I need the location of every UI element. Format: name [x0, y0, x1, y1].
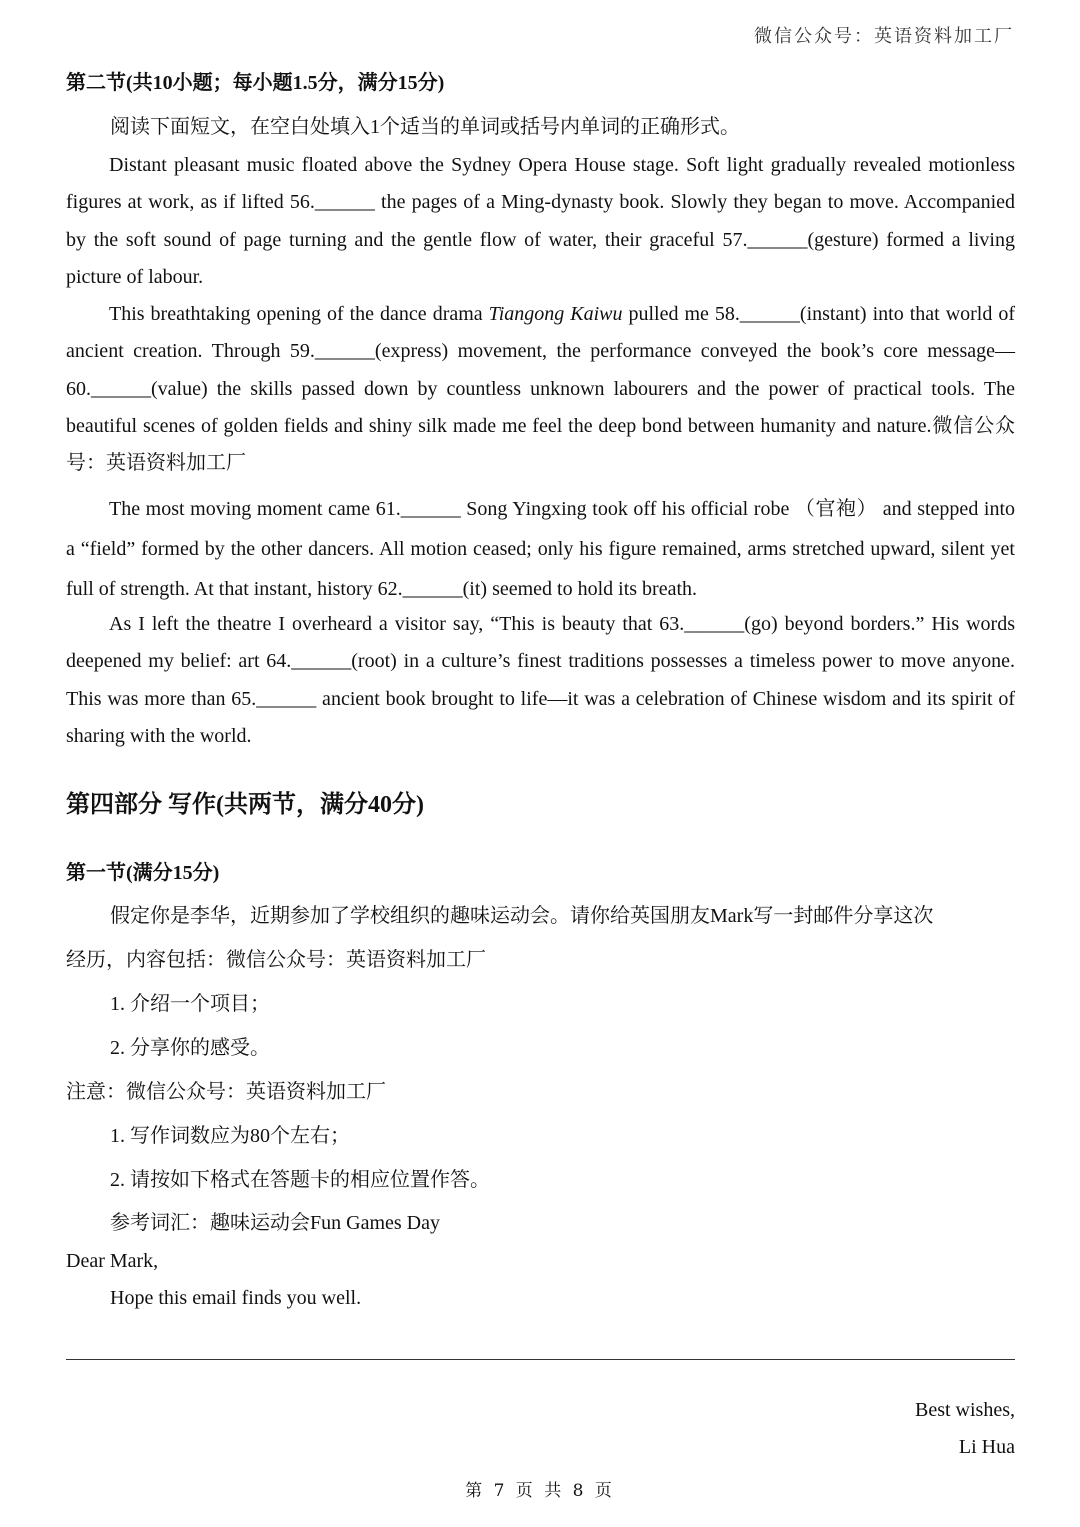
- section2-instruction: 阅读下面短文，在空白处填入1个适当的单词或括号内单词的正确形式。: [110, 116, 740, 138]
- writing-section1-title: 第一节(满分15分): [66, 862, 220, 884]
- letter-salutation: Dear Mark,: [66, 1250, 159, 1272]
- passage-paragraph-1: [66, 147, 1015, 296]
- note-item-1: 1. 写作词数应为80个左右；: [110, 1125, 350, 1147]
- drama-title: Tiangong Kaiwu: [488, 303, 623, 325]
- task-description-line1: 假定你是李华，近期参加了学校组织的趣味运动会。请你给英国朋友Mark写一封邮件分享这次: [110, 905, 934, 927]
- page-number: 第 7 页 共 8 页: [465, 1481, 615, 1501]
- paragraph-1-text: Distant pleasant music floated above the Sydney Opera House stage. Soft light gradually revealed motionless figures at work, as if lifted 56.______ the pages of a Ming-dynasty book. Slowly they began to move. Accompanied by the soft sound of page turning and the gentle flow of water, their graceful 57.______(gesture) formed a living picture of labour.: [66, 154, 1015, 288]
- content-item-2: 2. 分享你的感受。: [110, 1037, 270, 1059]
- paragraph-2-text-a: This breathtaking opening of the dance drama: [109, 303, 489, 325]
- header-watermark: 微信公众号：英语资料加工厂: [754, 26, 1014, 47]
- paragraph-3-text: The most moving moment came 61.______ Song Yingxing took off his official robe （官袍） and stepped into a “field” formed by the other dancers. All motion ceased; only his figure remained, arms stretched upward, silent yet full of strength. At that instant, history 62.______(it) seemed to hold its breath.: [66, 498, 1015, 600]
- letter-opening: Hope this email finds you well.: [110, 1287, 362, 1309]
- letter-closing: Best wishes,: [915, 1399, 1015, 1421]
- passage-paragraph-3: [66, 489, 1015, 609]
- paragraph-2-text-b: pulled me 58.______(instant) into that world of ancient creation. Through 59.______(express) movement, the performance conveyed the book’s core message—60.______(value) the skills passed down by countless unknown labourers and the power of practical tools. The beautiful scenes of golden fields and shiny silk made me feel the deep bond between humanity and nature.微信公众号：英语资料加工厂: [66, 303, 1016, 475]
- note-item-2: 2. 请按如下格式在答题卡的相应位置作答。: [110, 1169, 490, 1191]
- passage-paragraph-2: [66, 296, 1015, 482]
- reference-vocabulary: 参考词汇：趣味运动会Fun Games Day: [110, 1212, 440, 1234]
- writing-line-divider: [66, 1359, 1015, 1360]
- part4-title: 第四部分 写作(共两节，满分40分): [66, 792, 424, 818]
- paragraph-4-text: As I left the theatre I overheard a visitor say, “This is beauty that 63.______(go) beyond borders.” His words deepened my belief: art 64.______(root) in a culture’s finest traditions possesses a timeless power to move anyone. This was more than 65.______ ancient book brought to life—it was a celebration of Chinese wisdom and its spirit of sharing with the world.: [66, 613, 1015, 747]
- passage-paragraph-4: [66, 606, 1015, 755]
- letter-signature: Li Hua: [958, 1436, 1015, 1458]
- note-title: 注意：微信公众号：英语资料加工厂: [66, 1081, 386, 1103]
- content-item-1: 1. 介绍一个项目；: [110, 993, 270, 1015]
- section2-title: 第二节(共10小题；每小题1.5分，满分15分): [66, 72, 445, 94]
- task-description-line2: 经历，内容包括：微信公众号：英语资料加工厂: [66, 949, 486, 971]
